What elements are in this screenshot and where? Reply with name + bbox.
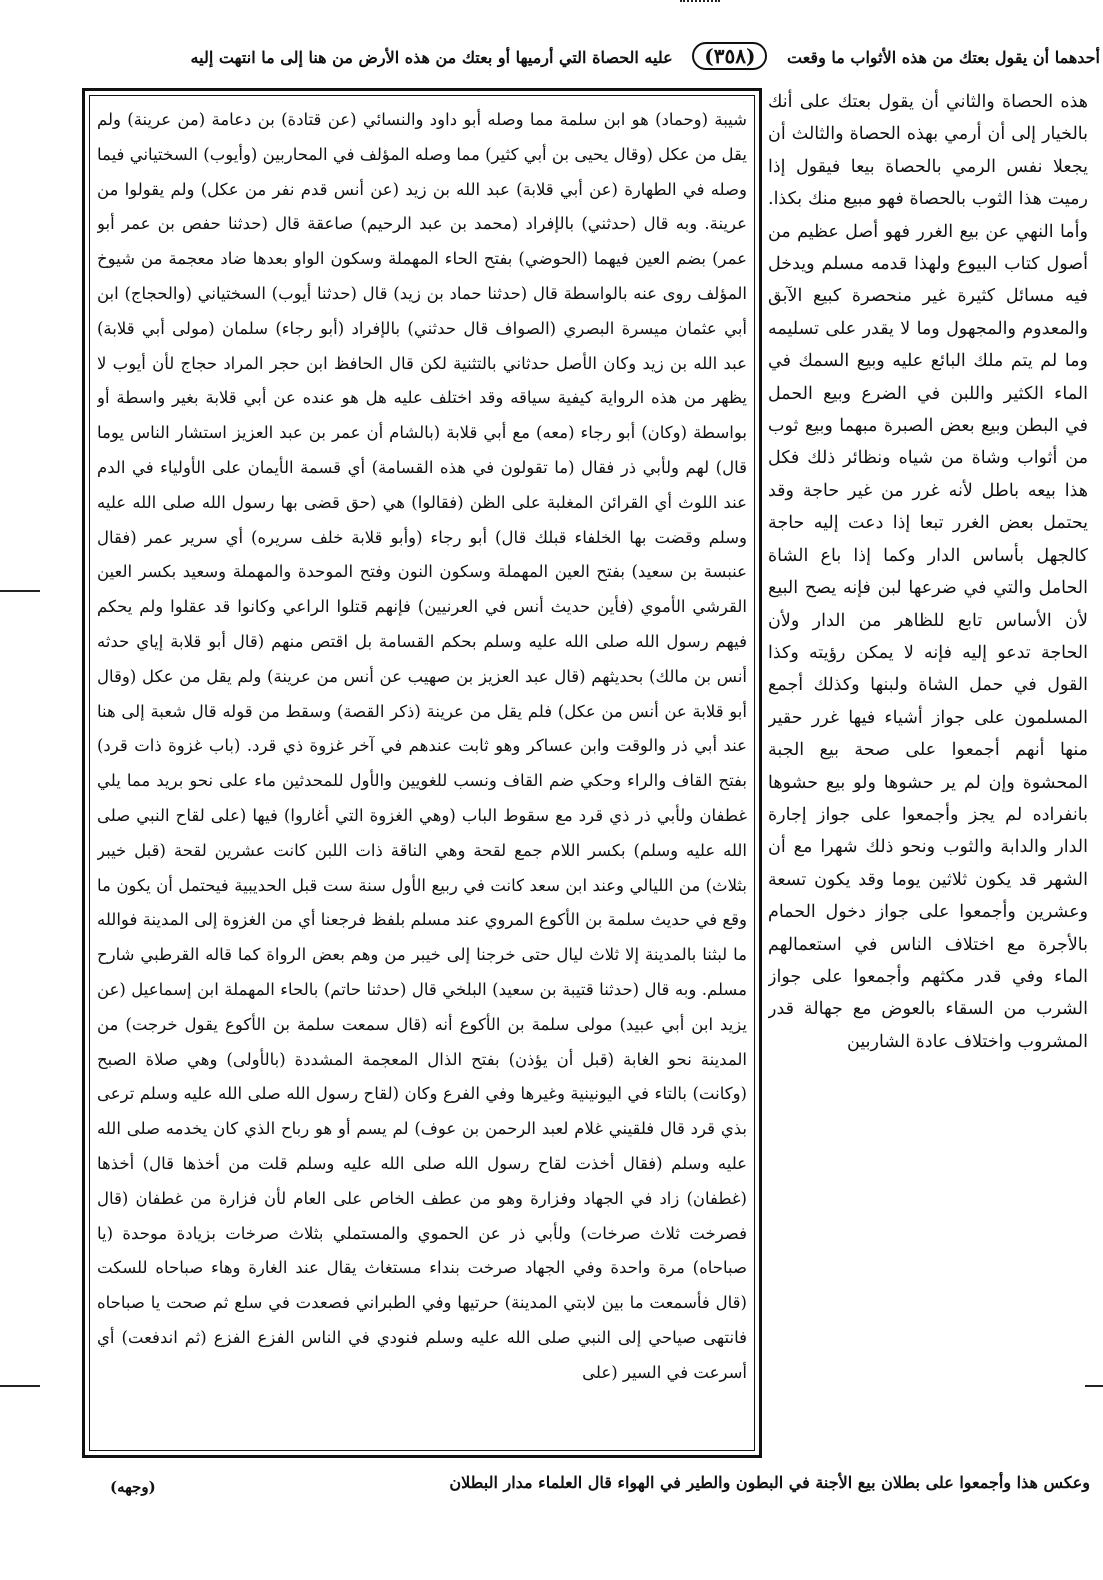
- footer-line: وعكس هذا وأجمعوا على بطلان بيع الأجنة في البطون والطير في الهواء قال العلماء مدار البطلان: [449, 1473, 1090, 1492]
- commentary-frame: [82, 88, 762, 1458]
- header-right-text: أحدهما أن يقول بعتك من هذه الأثواب ما وقعت: [787, 48, 1100, 67]
- page-number: (٣٥٨): [692, 42, 767, 70]
- catchword: (وجهه): [110, 1474, 220, 1500]
- running-header: [60, 42, 1100, 72]
- left-margin-mark: [0, 590, 40, 592]
- scan-mark: [680, 0, 720, 8]
- commentary-text: [97, 103, 747, 1447]
- right-margin-mark: [1085, 1385, 1103, 1387]
- margin-paragraph: هذه الحصاة والثاني أن يقول بعتك على أنك بالخيار إلى أن أرمي بهذه الحصاة والثالث أن يجعلا نفس الرمي بالحصاة بيعا فيقول إذا رميت هذا الثوب بالحصاة فهو مبيع منك بكذا. وأما النهي عن بيع الغرر فهو أصل عظيم من أصول كتاب البيوع ولهذا قدمه مسلم ويدخل فيه مسائل كثيرة غير منحصرة كبيع الآبق والمعدوم والمجهول وما لا يقدر على تسليمه وما لم يتم ملك البائع عليه وبيع السمك في الماء الكثير واللبن في الضرع وبيع الحمل في البطن وبيع بعض الصبرة مبهما وبيع ثوب من أثواب وشاة من شياه ونظائر ذلك فكل هذا بيعه باطل لأنه غرر من غير حاجة وقد يحتمل بعض الغرر تبعا إذا دعت إليه حاجة كالجهل بأساس الدار وكما إذا باع الشاة الحامل والتي في ضرعها لبن فإنه يصح البيع لأن الأساس تابع للظاهر من الدار ولأن الحاجة تدعو إليه فإنه لا يمكن رؤيته وكذا القول في حمل الشاة ولبنها وكذلك أجمع المسلمون على جواز أشياء فيها غرر حقير منها أنهم أجمعوا على صحة بيع الجبة المحشوة وإن لم ير حشوها ولو بيع حشوها بانفراده لم يجز وأجمعوا على جواز إجارة الدار والدابة والثوب ونحو ذلك شهرا مع أن الشهر قد يكون ثلاثين يوما وقد يكون تسعة وعشرين وأجمعوا على جواز دخول الحمام بالأجرة مع اختلاف الناس في استعمالهم الماء وفي قدر مكثهم وأجمعوا على جواز الشرب من السقاء بالعوض مع جهالة قدر المشروب واختلاف عادة الشاربين: [768, 92, 1088, 1052]
- margin-text: [768, 86, 1088, 1466]
- commentary-paragraph: شيبة (وحماد) هو ابن سلمة مما وصله أبو داود والنسائي (عن قتادة) بن دعامة (من عرينة) ولم يقل من عكل (وقال يحيى بن أبي كثير) مما وصله المؤلف في المحاربين (وأيوب) السختياني فيما وصله في الطهارة (عن أبي قلابة) عبد الله بن زيد (عن أنس قدم نفر من عكل) ولم يقولوا من عرينة. وبه قال (حدثني) بالإفراد (محمد بن عبد الرحيم) صاعقة قال (حدثنا حفص بن عمر أبو عمر) بضم العين فيهما (الحوضي) بفتح الحاء المهملة وسكون الواو بعدها ضاد معجمة من شيوخ المؤلف روى عنه بالواسطة قال (حدثنا حماد بن زيد) قال (حدثنا أيوب) السختياني (والحجاج) ابن أبي عثمان ميسرة البصري (الصواف قال حدثني) بالإفراد (أبو رجاء) سلمان (مولى أبي قلابة) عبد الله بن زيد وكان الأصل حدثاني بالتثنية لكن قال الحافظ ابن حجر المراد حجاج لأن أيوب لا يظهر من هذه الرواية كيفية سياقه وقد اختلف عليه هل هو عنده عن أبي قلابة بغير واسطة أو بواسطة (وكان) أبو رجاء (معه) مع أبي قلابة (بالشام أن عمر بن عبد العزيز استشار الناس يوما قال) لهم ولأبي ذر فقال (ما تقولون في هذه القسامة) أي قسمة الأيمان على الأولياء في الدم عند اللوث أي القرائن المغلبة على الظن (فقالوا) هي (حق قضى بها رسول الله صلى الله عليه وسلم وقضت بها الخلفاء قبلك قال) أبو رجاء (وأبو قلابة خلف سريره) أي سرير عمر (فقال عنبسة بن سعيد) بفتح العين المهملة وسكون النون وفتح الموحدة والمهملة وسعيد بكسر العين القرشي الأموي (فأين حديث أنس في العرنيين) فإنهم قتلوا الراعي وكانوا قد عقلوا ولم يحكم فيهم رسول الله صلى الله عليه وسلم بحكم القسامة بل اقتص منهم (قال أبو قلابة إياي حدثه أنس بن مالك) بحديثهم (قال عبد العزيز بن صهيب عن أنس من عرينة) ولم يقل من عكل (وقال أبو قلابة عن أنس من عكل) فلم يقل من عرينة (ذكر القصة) وسقط من قوله قال شعبة إلى هنا عند أبي ذر والوقت وابن عساكر وهو ثابت عندهم في آخر غزوة ذي قرد. (باب غزوة ذات قرد) بفتح القاف والراء وحكي ضم القاف ونسب للغويين والأول للمحدثين ماء على نحو بريد مما يلي غطفان ولأبي ذر ذي قرد مع سقوط الباب (وهي الغزوة التي أغاروا) فيها (على لقاح النبي صلى الله عليه وسلم) بكسر اللام جمع لقحة وهي الناقة ذات اللبن كانت عشرين لقحة (قبل خيبر بثلاث) من الليالي وعند ابن سعد كانت في ربيع الأول سنة ست قبل الحديبية فيحتمل أن يكون ما وقع في حديث سلمة بن الأكوع المروي عند مسلم بلفظ فرجعنا أي من الغزوة إلى المدينة فوالله ما لبثنا بالمدينة إلا ثلاث ليال حتى خرجنا إلى خيبر من وهم بعض الرواة كما قاله القرطبي شارح مسلم. وبه قال (حدثنا قتيبة بن سعيد) البلخي قال (حدثنا حاتم) بالحاء المهملة ابن إسماعيل (عن يزيد ابن أبي عبيد) مولى سلمة بن الأكوع أنه (قال سمعت سلمة بن الأكوع يقول خرجت) من المدينة نحو الغابة (قبل أن يؤذن) بفتح الذال المعجمة المشددة (بالأولى) وهي صلاة الصبح (وكانت) بالتاء في اليونينية وغيرها وفي الفرع وكان (لقاح رسول الله صلى الله عليه وسلم ترعى بذي قرد قال فلقيني غلام لعبد الرحمن بن عوف) لم يسم أو هو رباح الذي كان يخدمه صلى الله عليه وسلم (فقال أخذت لقاح رسول الله صلى الله عليه وسلم قلت من أخذها قال) أخذها (غطفان) زاد في الجهاد وفزارة وهو من عطف الخاص على العام لأن فزارة من غطفان (قال فصرخت ثلاث صرخات) ولأبي ذر عن الحموي والمستملي بثلاث صرخات بزيادة موحدة (يا صباحاه) مرة واحدة وفي الجهاد صرخت بنداء مستغاث يقال عند الغارة وهاء صباحاه للسكت (قال فأسمعت ما بين لابتي المدينة) حرتيها وفي الطبراني فصعدت في سلع ثم صحت يا صباحاه فانتهى صياحي إلى النبي صلى الله عليه وسلم فنودي في الناس الفزع الفزع (ثم اندفعت) أي أسرعت في السير (على: [97, 110, 747, 1382]
- header-left-text: عليه الحصاة التي أرميها أو بعتك من هذه الأرض من هنا إلى ما انتهت إليه: [190, 48, 673, 67]
- left-margin-mark: [0, 1385, 40, 1387]
